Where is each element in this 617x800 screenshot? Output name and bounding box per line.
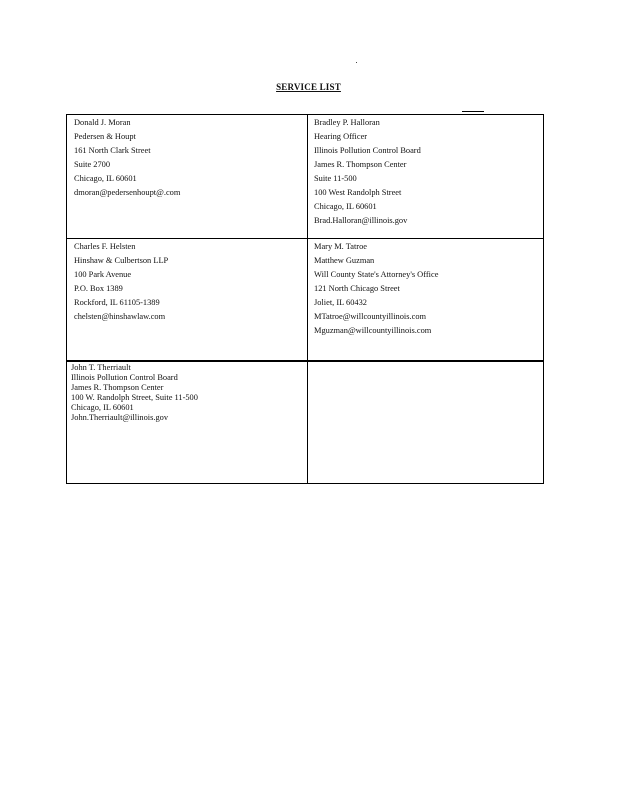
- scan-speck: [356, 62, 357, 63]
- column-divider: [307, 115, 308, 483]
- contact-street: 121 North Chicago Street: [314, 284, 400, 293]
- contact-title: Hearing Officer: [314, 132, 368, 141]
- contact-city: Chicago, IL 60601: [71, 403, 134, 412]
- contact-street: 100 West Randolph Street: [314, 188, 402, 197]
- contact-city: Rockford, IL 61105-1389: [74, 298, 160, 307]
- contact-name: Bradley P. Halloran: [314, 118, 380, 127]
- contact-firm: Pedersen & Houpt: [74, 132, 136, 141]
- page-title: SERVICE LIST: [276, 82, 341, 92]
- contact-email: dmoran@pedersenhoupt@.com: [74, 188, 181, 197]
- contact-email: chelsten@hinshawlaw.com: [74, 312, 166, 321]
- contact-email: John.Therriault@illinois.gov: [71, 413, 169, 422]
- contact-street: 100 W. Randolph Street, Suite 11-500: [71, 393, 198, 402]
- row-divider-1: [67, 238, 543, 239]
- contact-street: 161 North Clark Street: [74, 146, 151, 155]
- contact-suite: Suite 2700: [74, 160, 111, 169]
- contact-city: Chicago, IL 60601: [314, 202, 377, 211]
- contact-building: James R. Thompson Center: [71, 383, 164, 392]
- contact-building: James R. Thompson Center: [314, 160, 407, 169]
- contact-agency: Will County State's Attorney's Office: [314, 270, 439, 279]
- contact-name-2: Matthew Guzman: [314, 256, 375, 265]
- contact-bradley-halloran: [314, 116, 421, 228]
- contact-suite: Suite 11-500: [314, 174, 357, 183]
- contact-name: Mary M. Tatroe: [314, 242, 367, 251]
- contact-charles-helsten: [74, 240, 168, 324]
- contact-city: Joliet, IL 60432: [314, 298, 367, 307]
- contact-agency: Illinois Pollution Control Board: [314, 146, 421, 155]
- contact-email: MTatroe@willcountyillinois.com: [314, 312, 427, 321]
- contact-street: 100 Park Avenue: [74, 270, 132, 279]
- row-divider-2: [67, 360, 543, 362]
- contact-email: Brad.Halloran@illinois.gov: [314, 216, 408, 225]
- contact-name: Donald J. Moran: [74, 118, 131, 127]
- contact-mary-tatroe: [314, 240, 438, 338]
- contact-firm: Hinshaw & Culbertson LLP: [74, 256, 169, 265]
- scan-mark: [462, 111, 484, 112]
- contact-name: John T. Therriault: [71, 363, 131, 372]
- contact-donald-moran: [74, 116, 180, 200]
- contact-po-box: P.O. Box 1389: [74, 284, 123, 293]
- service-list-table: [66, 114, 544, 484]
- contact-agency: Illinois Pollution Control Board: [71, 373, 178, 382]
- contact-name: Charles F. Helsten: [74, 242, 136, 251]
- contact-email-2: Mguzman@willcountyillinois.com: [314, 326, 432, 335]
- contact-city: Chicago, IL 60601: [74, 174, 137, 183]
- contact-john-therriault: [71, 363, 198, 423]
